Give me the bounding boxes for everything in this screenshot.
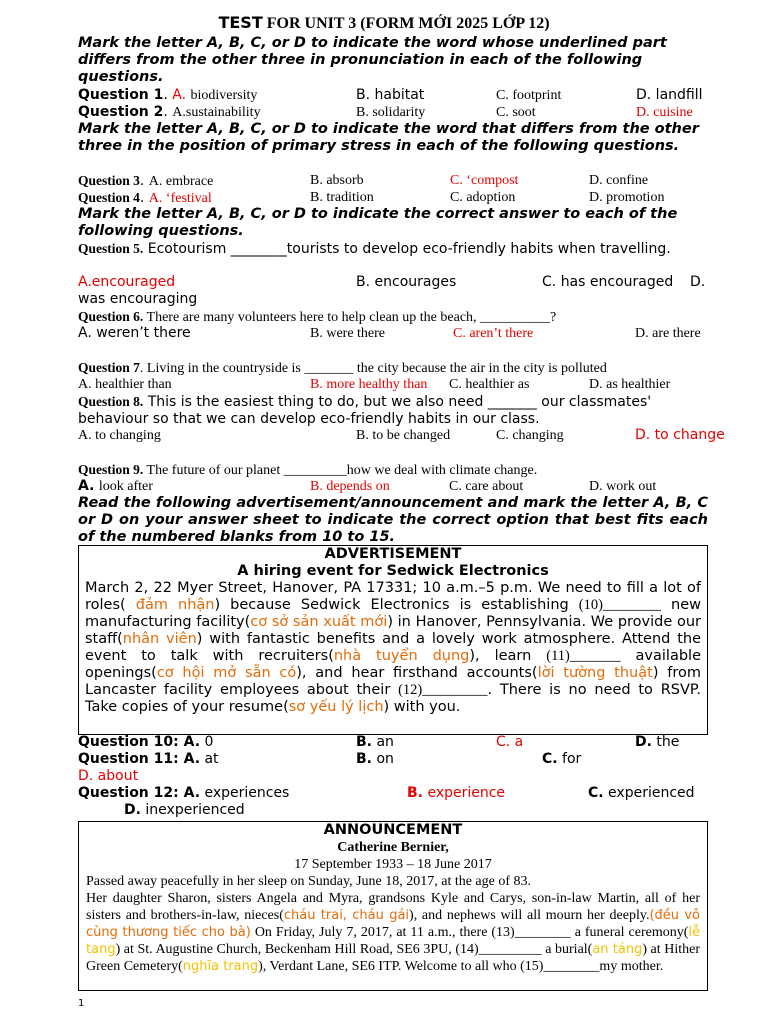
q8-option-c: C. changing	[496, 428, 564, 443]
q1-option-b: B. habitat	[356, 87, 425, 103]
q2-option-b: B. solidarity	[356, 105, 426, 120]
q6-stem: There are many volunteers here to help clean up the beach, __________?	[146, 310, 557, 325]
q7-option-b: B. more healthy than	[310, 377, 428, 392]
question-4: Question 4. A. ‘festival B. tradition C. adoption D. promotion	[78, 190, 665, 206]
q2-option-c: C. soot	[496, 105, 536, 120]
gloss: sơ yếu lý lịch	[288, 699, 384, 715]
q11-option-b: on	[372, 751, 394, 767]
question-5-options: A.encouraged B. encourages C. has encouraged D.	[78, 274, 706, 290]
question-10: Question 10: A. 0 B. an C. a D. the	[78, 734, 680, 750]
gloss: cơ hội mở sẵn có	[156, 665, 297, 681]
q6-option-a: A. weren’t there	[78, 325, 191, 341]
q3-option-a: A. embrace	[148, 174, 214, 189]
q11-option-d: D. about	[78, 768, 139, 784]
q9-option-d: D. work out	[589, 479, 657, 494]
q9-stem: The future of our planet _________how we deal with climate change.	[146, 463, 538, 478]
gloss: nhân viên	[122, 631, 197, 647]
q7-stem: . Living in the countryside is _______ the city because the air in the city is polluted	[139, 361, 607, 376]
q3-option-c: C. ‘compost	[450, 173, 519, 188]
q3-option-b: B. absorb	[310, 173, 364, 188]
q7-option-c: C. healthier as	[449, 377, 530, 392]
blank-11: (11)_______	[546, 648, 621, 664]
question-3: Question 3. A. embrace B. absorb C. ‘compost D. confine	[78, 173, 649, 189]
gloss: cơ sở sản xuất mới	[250, 614, 388, 630]
question-9-options: A. look after B. depends on C. care about D. work out	[78, 478, 657, 494]
announcement-dates: 17 September 1933 – 18 June 2017	[294, 857, 492, 872]
question-8: Question 8. This is the easiest thing to do, but we also need _______ our classmates' behaviour so that we can develop eco-friendly habits in our class.	[78, 394, 652, 427]
announcement-box	[78, 821, 708, 991]
gloss: an táng	[592, 942, 643, 957]
q5-stem: Ecotourism ________tourists to develop eco-friendly habits when travelling.	[147, 241, 671, 257]
question-7-options	[78, 376, 708, 393]
q7-option-a: A. healthier than	[78, 377, 172, 392]
q1-option-a: biodiversity	[190, 88, 258, 103]
q12-option-d-line: D. inexperienced	[124, 802, 245, 818]
q4-option-d: D. promotion	[589, 190, 665, 205]
q8-stem: This is the easiest thing to do, but we also need _______ our classmates' behaviour so that we can develop eco-friendly habits in our class.	[78, 394, 652, 427]
gloss: nhà tuyển dụng	[333, 648, 470, 664]
q8-option-b: B. to be changed	[356, 428, 451, 443]
question-2: Question 2. A.sustainability B. solidarity C. soot D. cuisine	[78, 104, 693, 120]
q9-option-a: look after	[98, 479, 153, 494]
q5-option-d: was encouraging	[78, 291, 198, 307]
q10-option-c: C. a	[496, 734, 524, 750]
question-8-options	[78, 427, 725, 444]
q12-option-a: experiences	[200, 785, 290, 801]
section3-instruction: Mark the letter A, B, C, or D to indicate the correct answer to each of the following questions.	[78, 206, 678, 239]
q10-option-a: 0	[200, 734, 214, 750]
q5-option-c: has encouraged	[560, 274, 674, 290]
q6-option-c: C. aren’t there	[453, 326, 534, 341]
blank-12: (12)_________	[398, 682, 488, 698]
q2-option-d: D. cuisine	[636, 105, 693, 120]
q12-option-c: experienced	[603, 785, 695, 801]
advertisement-body: March 2, 22 Myer Street, Hanover, PA 17331; 10 a.m.–5 p.m. We need to fill a lot of roles( đảm nhận) because Sedwick Electronics is establishing (10)________ new manufacturing facility(cơ sở sản xuất mới) in Hanover, Pennsylvania. We provide our staff(nhân viên) with fantastic benefits and a lovely work atmosphere. Attend the event to talk with recruiters(nhà tuyển dụng), learn (11)_______ available openings(cơ hội mở sẵn có), and hear firsthand accounts(lời tường thuật) from Lancaster facility employees about their (12)_________. There is no need to RSVP. Take copies of your resume(sơ yếu lý lịch) with you.	[85, 580, 701, 715]
q9-option-c: C. care about	[449, 479, 524, 494]
question-11: Question 11: A. at B. on C. for	[78, 751, 582, 767]
section2-instruction: Mark the letter A, B, C, or D to indicate the word that differs from the other three in the position of primary stress in each of the following questions.	[78, 121, 699, 154]
question-6-options	[78, 325, 708, 342]
section4-instruction: Read the following advertisement/announcement and mark the letter A, B, C or D on your answer sheet to indicate the correct option that best fits each of the numbered blanks from 10 to 15.	[78, 495, 708, 545]
q1-option-c: C. footprint	[496, 88, 562, 103]
q7-option-d: D. as healthier	[589, 377, 671, 392]
q5-option-b: B. encourages	[356, 274, 457, 290]
announcement-heading: ANNOUNCEMENT	[323, 822, 463, 838]
gloss: đảm nhận	[125, 597, 215, 613]
q12-option-b: experience	[423, 785, 506, 801]
question-5: Question 5. Ecotourism ________tourists to develop eco-friendly habits when travelling.	[78, 241, 671, 257]
q8-option-d: D. to change	[635, 427, 725, 443]
q12-option-d: inexperienced	[140, 802, 245, 818]
q9-option-b: B. depends on	[310, 479, 390, 494]
q8-option-a: A. to changing	[78, 428, 161, 443]
page-title: TEST FOR UNIT 3 (FORM MỚI 2025 LỚP 12)	[218, 13, 550, 32]
q2-option-a: A.sustainability	[172, 105, 261, 120]
announcement-line1: Passed away peacefully in her sleep on Sunday, June 18, 2017, at the age of 83.	[86, 874, 532, 889]
announcement-name: Catherine Bernier,	[337, 840, 449, 855]
section1-instruction: Mark the letter A, B, C, or D to indicate the word whose underlined part differs from the other three in pronunciation in each of the following questions.	[78, 35, 667, 85]
q10-option-b: an	[372, 734, 394, 750]
q3-option-d: D. confine	[589, 173, 649, 188]
q6-option-b: B. were there	[310, 326, 386, 341]
advertisement-heading: ADVERTISEMENT	[324, 546, 462, 562]
q11-option-c: for	[557, 751, 582, 767]
page-number: 1	[78, 998, 85, 1009]
q4-option-a: A. ‘festival	[148, 191, 212, 206]
announcement-body: Her daughter Sharon, sisters Angela and Myra, grandsons Kyle and Carys, son-in-law Martin, all of her sisters and brothers-in-law, nieces(cháu trai, cháu gái), and nephews will all mourn her deeply.(đều vô cùng thương tiếc cho bà) On Friday, July 7, 2017, at 11 a.m., there (13)________ a funeral ceremony(lễ tang) at St. Augustine Church, Beckenham Hill Road, SE6 3PU, (14)_________ a burial(an táng) at Hither Green Cemetery(nghĩa trang), Verdant Lane, SE6 ITP. Welcome to all who (15)________my mother.	[86, 891, 700, 974]
q11-option-a: at	[200, 751, 219, 767]
q4-option-c: C. adoption	[450, 190, 516, 205]
question-12: Question 12: A. experiences B. experience C. experienced	[78, 785, 695, 801]
gloss: cháu trai, cháu gái	[283, 908, 410, 923]
advertisement-subheading: A hiring event for Sedwick Electronics	[237, 563, 549, 579]
question-9: Question 9. The future of our planet _________how we deal with climate change.	[78, 462, 538, 478]
gloss: lời tường thuật	[537, 665, 653, 681]
gloss: nghĩa trang	[182, 959, 259, 974]
q4-option-b: B. tradition	[310, 190, 374, 205]
blank-10: (10)________	[578, 597, 661, 613]
question-1: Question 1. A. biodiversity B. habitat C. footprint D. landfill	[78, 87, 703, 103]
gloss: (đều vô cùng thương tiếc cho bà)	[86, 908, 700, 940]
gloss: lễ tang	[86, 925, 700, 957]
q5-option-a: A.encouraged	[78, 274, 176, 290]
question-6: Question 6. There are many volunteers here to help clean up the beach, __________?	[78, 309, 557, 325]
q6-option-d: D. are there	[635, 326, 701, 341]
question-7: Question 7. Living in the countryside is _______ the city because the air in the city is polluted	[78, 360, 607, 376]
advertisement-box	[78, 545, 708, 735]
q10-option-d: the	[651, 734, 680, 750]
q1-option-d: D. landfill	[636, 87, 703, 103]
